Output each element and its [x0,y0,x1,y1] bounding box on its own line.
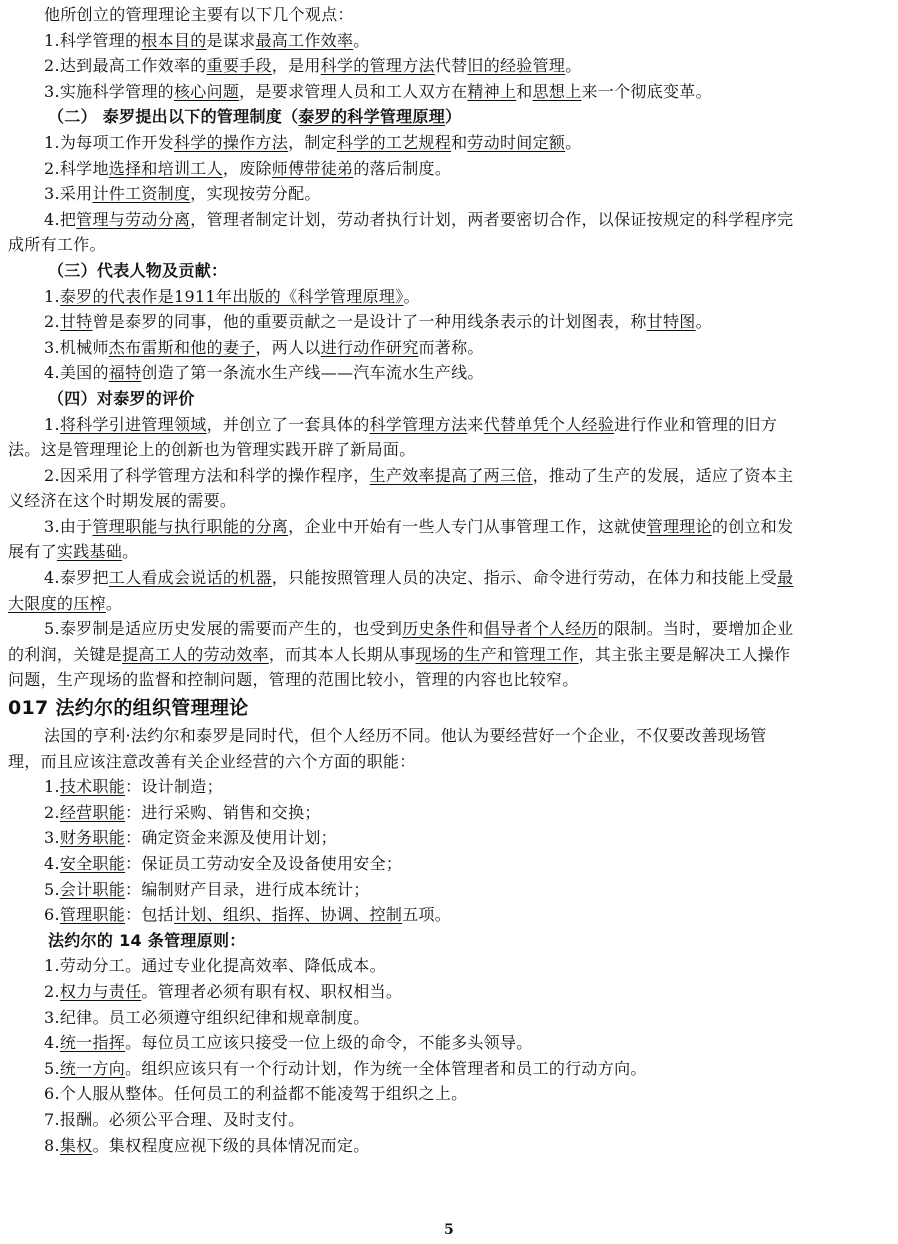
underlined-text: 师傅带徒弟 [271,158,354,178]
text-run: 进行作业和管理的旧方 [614,414,778,434]
underlined-text: 财务职能 [59,828,126,848]
text-run: 来一个彻底变革。 [581,81,712,101]
text-line [8,335,888,361]
text-run: 4.美国的 [44,363,109,383]
underlined-text: 选择和培训工人 [108,158,223,178]
text-line [8,309,888,335]
text-line [8,284,888,310]
underlined-text: 会计职能 [59,879,126,899]
underlined-text: 权力与责任 [59,981,142,1001]
text-run: 3.机械师 [44,337,109,357]
text-run: ，制定 [288,132,337,152]
underlined-text: 统一方向 [59,1058,126,1078]
text-run: 。集权程度应视下级的具体情况而定。 [92,1135,370,1155]
text-run: 来 [467,414,484,434]
text-run: 2. [44,312,60,332]
text-run: 理，而且应该注意改善有关企业经营的六个方面的职能： [8,751,416,771]
underlined-text: 科学的工艺规程 [336,132,452,152]
text-line [8,463,888,489]
text-run: 他所创立的管理理论主要有以下几个观点： [44,5,354,24]
text-run: 代替 [434,56,468,76]
text-run: 2.因采用了科学管理方法和科学的操作程序， [44,465,370,485]
underlined-text: 福特 [108,363,142,383]
text-run: 。每位员工应该只接受一位上级的命令，不能多头领导。 [125,1033,533,1053]
text-run: ，企业中开始有一些人专门从事管理工作，这就使 [288,516,647,536]
text-run: 5. [44,879,60,899]
text-run: （二） 泰罗提出以下的管理制度（ [48,107,299,127]
text-run: 和 [467,619,484,639]
text-run: ，是要求管理人员和工人双方在 [239,81,468,101]
text-line [8,1133,888,1159]
text-run: ：编制财产目录，进行成本统计； [125,879,370,899]
text-run: ：确定资金来源及使用计划； [125,828,337,848]
underlined-text: 经营职能 [59,802,126,822]
text-run: 。组织应该只有一个行动计划，作为统一全体管理者和员工的行动方向。 [125,1058,647,1078]
underlined-text: 计划、组织、指挥、协调、控制 [173,905,403,925]
text-run: 法国的亨利·法约尔和泰罗是同时代，但个人经历不同。他认为要经营好一个企业，不仅要改善现场管 [44,726,767,746]
underlined-text: 甘特 [59,312,93,332]
text-run: 。 [695,312,712,332]
text-line [8,437,888,463]
text-run: 。 [105,593,123,613]
underlined-text: 最 [777,568,794,588]
text-run: （四）对泰罗的评价 [48,388,195,408]
text-line [8,851,888,877]
text-line [8,28,888,54]
subsection-heading [8,386,888,412]
text-line [8,800,888,826]
text-run: ，而其本人长期从事 [268,644,416,664]
text-run: 1. [44,414,60,434]
text-run: 五项。 [402,905,452,925]
text-run: 3.纪律。员工必须遵守组织纪律和规章制度。 [44,1007,370,1027]
text-line [8,181,888,207]
text-line [8,774,888,800]
underlined-text: 科学的管理方法 [320,56,435,76]
underlined-text: 管理职能 [59,905,126,925]
underlined-text: 进行动作研究 [320,337,419,357]
underlined-text: 安全职能 [59,854,126,873]
underlined-text: 代替单凭个人经验 [483,414,615,434]
text-run: ：进行采购、销售和交换； [125,802,321,822]
text-run: 。管理者必须有职有权、职权相当。 [141,981,403,1001]
text-run: 问题，生产现场的监督和控制问题，管理的范围比较小，管理的内容也比较窄。 [8,670,579,690]
underlined-text: 根本目的 [141,30,207,50]
underlined-text: 思想上 [532,81,582,101]
underlined-text: 将科学引进管理领域 [59,414,207,434]
text-line [8,1005,888,1031]
text-line [8,667,888,693]
text-run: 5.泰罗制是适应历史发展的需要而产生的，也受到 [44,619,403,639]
text-run: 。 [353,30,370,50]
underlined-text: 大限度的压榨 [8,593,106,613]
text-run: 3.实施科学管理的 [44,81,174,101]
text-run: （三）代表人物及贡献： [48,260,228,280]
text-run: 4. [44,854,60,873]
text-run: 而著称。 [418,337,484,357]
text-line [8,488,888,514]
section-heading [8,693,888,723]
underlined-text: 计件工资制度 [92,184,191,204]
underlined-text: 统一指挥 [59,1033,126,1053]
text-run: 曾是泰罗的同事，他的重要贡献之一是设计了一种用线条表示的计划图表，称 [92,312,647,332]
text-line [8,825,888,851]
underlined-text: 科学的操作方法 [173,132,289,152]
underlined-text: 最高工作效率 [255,30,354,50]
underlined-text: 生产效率提高了两三倍 [369,465,533,485]
underlined-text: 管理职能与执行职能的分离 [92,516,289,536]
underlined-text: 泰罗的科学管理原理 [298,107,446,127]
text-run: 1.劳动分工。通过专业化提高效率、降低成本。 [44,956,386,976]
underlined-text: 杰布雷斯和他的妻子 [108,337,256,357]
underlined-text: 劳动时间定额 [467,132,566,152]
underlined-text: 旧的经验管理 [467,56,566,76]
underlined-text: 现场的生产和管理工作 [415,644,579,664]
text-line [8,953,888,979]
text-line [8,207,888,233]
text-run: 2.达到最高工作效率的 [44,56,207,76]
text-run: ：设计制造； [125,777,223,797]
underlined-text: 甘特图 [646,312,696,332]
underlined-text: 科学管理方法 [369,414,468,434]
underlined-text: 管理与劳动分离 [76,209,191,229]
underlined-text: 实践基础 [56,542,123,562]
text-run: 2. [44,981,60,1001]
text-run: ，其主张主要是解决工人操作 [578,644,791,664]
text-run: 的落后制度。 [353,158,452,178]
text-run: 4. [44,1033,60,1053]
text-run: ：保证员工劳动安全及设备使用安全； [125,854,403,873]
text-run: 。 [565,56,582,76]
text-run: ，推动了生产的发展，适应了资本主 [532,465,794,485]
text-run: ，只能按照管理人员的决定、指示、命令进行劳动，在体力和技能上受 [271,568,778,588]
text-run: 8. [44,1135,60,1155]
text-line [8,79,888,105]
text-run: 2.科学地 [44,158,109,178]
underlined-text: 泰罗的代表作是1911年出版的《科学管理原理》 [59,286,404,306]
text-run: 义经济在这个时期发展的需要。 [8,491,237,511]
text-run: 展有了 [8,542,57,562]
text-run: ，实现按劳分配。 [190,184,321,204]
underlined-text: 精神上 [467,81,517,101]
text-run: ） [445,107,462,127]
text-run: 成所有工作。 [8,235,106,255]
text-run: 是谋求 [206,30,256,50]
text-line [8,902,888,928]
text-run: 3.采用 [44,184,93,204]
text-run: 3.由于 [44,516,93,536]
text-run: 法约尔的 14 条管理原则： [48,930,246,950]
text-line [8,1081,888,1107]
underlined-text: 倡导者个人经历 [483,619,598,639]
text-run: 3. [44,828,60,848]
text-line [8,360,888,386]
text-line [8,2,888,28]
underlined-text: 技术职能 [59,777,126,797]
text-line [8,979,888,1005]
text-run: 4.泰罗把 [44,568,109,588]
text-line [8,1107,888,1133]
text-run: 1.科学管理的 [44,30,142,50]
text-run: 创造了第一条流水生产线——汽车流水生产线。 [141,363,484,383]
underlined-text: 历史条件 [402,619,468,639]
text-run: ，是用 [271,56,321,76]
text-line [8,412,888,438]
page-number: 5 [443,1222,455,1238]
text-run: 的创立和发 [711,516,794,536]
text-line [8,749,888,775]
text-run: 和 [451,132,468,152]
text-run: 5. [44,1058,60,1078]
underlined-text: 提高工人的劳动效率 [122,644,269,664]
text-line [8,514,888,540]
text-run: 。 [403,286,420,306]
text-run: 1. [44,777,60,797]
text-run: 法。这是管理理论上的创新也为管理实践开辟了新局面。 [8,440,416,460]
subsection-heading [8,928,888,954]
text-line [8,1030,888,1056]
text-run: 和 [516,81,533,101]
text-line [8,1056,888,1082]
document-body [8,2,888,1158]
subsection-heading [8,104,888,130]
text-line [8,616,888,642]
underlined-text: 核心问题 [173,81,240,101]
text-run: 6. [44,905,60,925]
text-line [8,539,888,565]
text-run: 1. [44,286,60,306]
text-line [8,723,888,749]
underlined-text: 工人看成会说话的机器 [108,568,272,588]
text-run: 4.把 [44,209,77,229]
underlined-text: 集权 [59,1135,93,1155]
text-run: ，并创立了一套具体的 [206,414,370,434]
text-line [8,591,888,617]
text-line [8,877,888,903]
text-run: ，两人以 [255,337,321,357]
subsection-heading [8,258,888,284]
text-run: 1.为每项工作开发 [44,132,174,152]
text-line [8,130,888,156]
text-line [8,232,888,258]
text-run: 。 [565,132,582,152]
text-run: ，管理者制定计划，劳动者执行计划，两者要密切合作，以保证按规定的科学程序完 [190,209,794,229]
text-run: 。 [122,542,139,562]
underlined-text: 管理理论 [646,516,712,536]
text-run: 的限制。当时，要增加企业 [597,619,794,639]
underlined-text: 重要手段 [206,56,272,76]
text-line [8,565,888,591]
text-run: 2. [44,802,60,822]
text-run: 7.报酬。必须公平合理、及时支付。 [44,1109,305,1129]
text-run: 6.个人服从整体。任何员工的利益都不能凌驾于组织之上。 [44,1084,468,1104]
text-run: 017 法约尔的组织管理理论 [8,697,249,720]
text-run: ，废除 [222,158,272,178]
text-run: 的利润，关键是 [8,644,123,664]
text-run: ：包括 [125,905,174,925]
text-line [8,53,888,79]
text-line [8,642,888,668]
text-line [8,156,888,182]
